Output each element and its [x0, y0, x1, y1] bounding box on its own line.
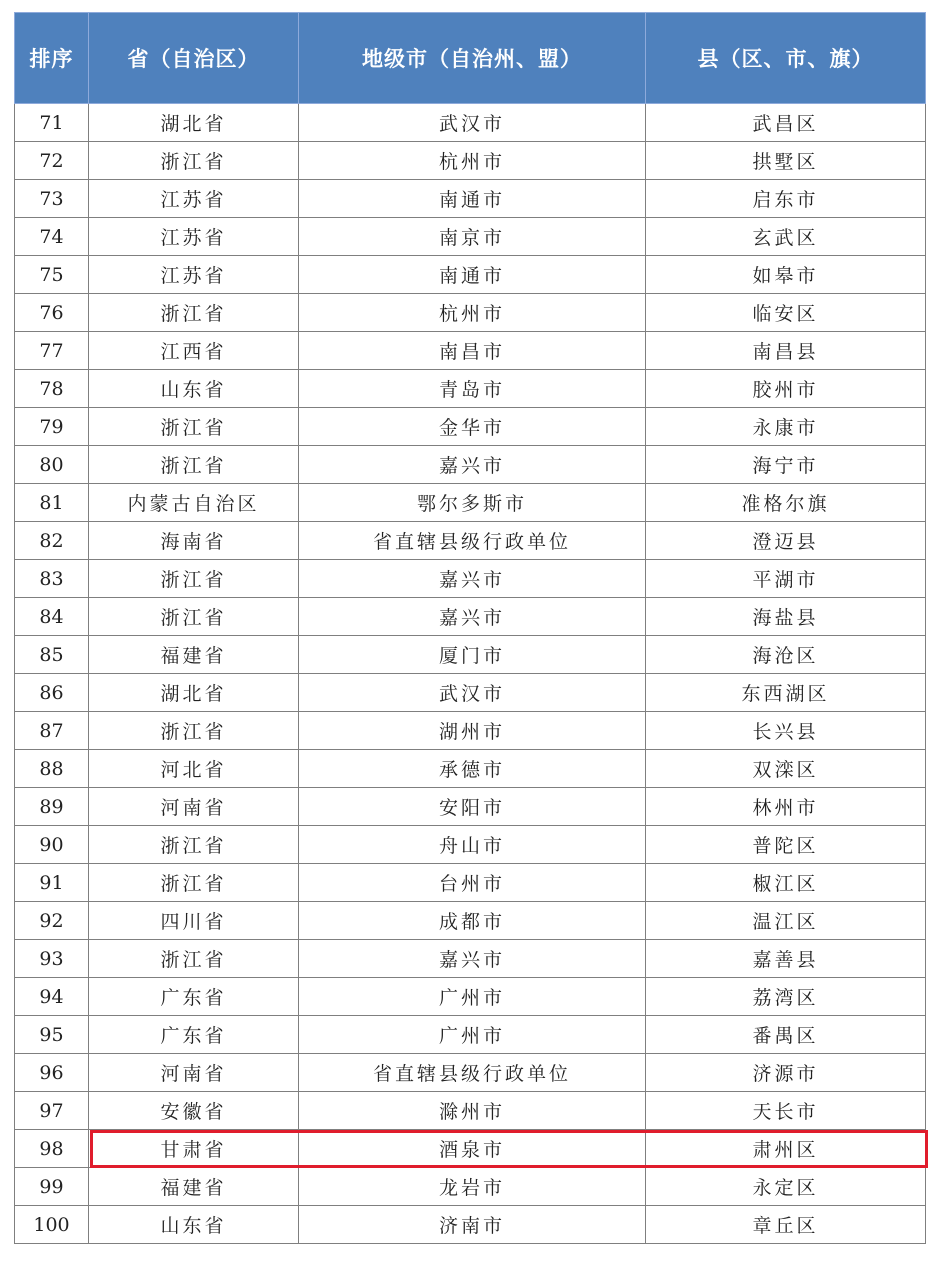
province-cell: 内蒙古自治区 — [89, 484, 299, 522]
city-cell: 酒泉市 — [299, 1130, 646, 1168]
rank-cell: 79 — [15, 408, 89, 446]
header-county: 县（区、市、旗） — [646, 13, 926, 104]
table-row — [15, 104, 926, 142]
province-cell: 浙江省 — [89, 142, 299, 180]
county-cell: 温江区 — [646, 902, 926, 940]
rank-cell: 77 — [15, 332, 89, 370]
rank-cell: 91 — [15, 864, 89, 902]
table-row — [15, 826, 926, 864]
province-cell: 浙江省 — [89, 446, 299, 484]
rank-cell: 89 — [15, 788, 89, 826]
table-row — [15, 446, 926, 484]
city-cell: 嘉兴市 — [299, 560, 646, 598]
province-cell: 安徽省 — [89, 1092, 299, 1130]
table-row — [15, 142, 926, 180]
county-cell: 准格尔旗 — [646, 484, 926, 522]
table-row — [15, 522, 926, 560]
table-row — [15, 598, 926, 636]
county-cell: 林州市 — [646, 788, 926, 826]
province-cell: 江西省 — [89, 332, 299, 370]
province-cell: 浙江省 — [89, 408, 299, 446]
county-cell: 济源市 — [646, 1054, 926, 1092]
table-row — [15, 978, 926, 1016]
rank-cell: 84 — [15, 598, 89, 636]
county-cell: 嘉善县 — [646, 940, 926, 978]
county-cell: 澄迈县 — [646, 522, 926, 560]
header-province: 省（自治区） — [89, 13, 299, 104]
table-row — [15, 1206, 926, 1244]
province-cell: 湖北省 — [89, 674, 299, 712]
rank-cell: 72 — [15, 142, 89, 180]
province-cell: 福建省 — [89, 1168, 299, 1206]
table-row — [15, 750, 926, 788]
county-cell: 长兴县 — [646, 712, 926, 750]
province-cell: 江苏省 — [89, 180, 299, 218]
province-cell: 山东省 — [89, 1206, 299, 1244]
rank-cell: 81 — [15, 484, 89, 522]
city-cell: 广州市 — [299, 978, 646, 1016]
table-row — [15, 1054, 926, 1092]
city-cell: 嘉兴市 — [299, 940, 646, 978]
city-cell: 安阳市 — [299, 788, 646, 826]
city-cell: 南京市 — [299, 218, 646, 256]
table-row — [15, 1130, 926, 1168]
table-row — [15, 712, 926, 750]
city-cell: 台州市 — [299, 864, 646, 902]
rank-cell: 75 — [15, 256, 89, 294]
county-cell: 番禺区 — [646, 1016, 926, 1054]
city-cell: 舟山市 — [299, 826, 646, 864]
rank-cell: 92 — [15, 902, 89, 940]
county-cell: 椒江区 — [646, 864, 926, 902]
province-cell: 广东省 — [89, 978, 299, 1016]
city-cell: 青岛市 — [299, 370, 646, 408]
rank-cell: 97 — [15, 1092, 89, 1130]
county-cell: 荔湾区 — [646, 978, 926, 1016]
table-header — [15, 13, 926, 104]
table-row — [15, 636, 926, 674]
county-cell: 临安区 — [646, 294, 926, 332]
rank-cell: 71 — [15, 104, 89, 142]
header-city: 地级市（自治州、盟） — [299, 13, 646, 104]
table-row — [15, 332, 926, 370]
rank-cell: 80 — [15, 446, 89, 484]
city-cell: 金华市 — [299, 408, 646, 446]
province-cell: 河南省 — [89, 1054, 299, 1092]
city-cell: 省直辖县级行政单位 — [299, 1054, 646, 1092]
county-cell: 章丘区 — [646, 1206, 926, 1244]
province-cell: 浙江省 — [89, 712, 299, 750]
rank-cell: 98 — [15, 1130, 89, 1168]
province-cell: 甘肃省 — [89, 1130, 299, 1168]
city-cell: 南通市 — [299, 256, 646, 294]
county-cell: 东西湖区 — [646, 674, 926, 712]
city-cell: 杭州市 — [299, 142, 646, 180]
city-cell: 广州市 — [299, 1016, 646, 1054]
city-cell: 省直辖县级行政单位 — [299, 522, 646, 560]
rank-cell: 94 — [15, 978, 89, 1016]
table-row — [15, 940, 926, 978]
city-cell: 湖州市 — [299, 712, 646, 750]
rank-cell: 95 — [15, 1016, 89, 1054]
table-row — [15, 1092, 926, 1130]
city-cell: 厦门市 — [299, 636, 646, 674]
province-cell: 海南省 — [89, 522, 299, 560]
rank-cell: 78 — [15, 370, 89, 408]
table-row — [15, 294, 926, 332]
table-row — [15, 674, 926, 712]
city-cell: 鄂尔多斯市 — [299, 484, 646, 522]
rank-cell: 73 — [15, 180, 89, 218]
province-cell: 四川省 — [89, 902, 299, 940]
city-cell: 龙岩市 — [299, 1168, 646, 1206]
province-cell: 浙江省 — [89, 598, 299, 636]
province-cell: 湖北省 — [89, 104, 299, 142]
table-row — [15, 370, 926, 408]
rank-cell: 82 — [15, 522, 89, 560]
city-cell: 武汉市 — [299, 674, 646, 712]
table-row — [15, 408, 926, 446]
province-cell: 江苏省 — [89, 218, 299, 256]
table-row — [15, 864, 926, 902]
table-row — [15, 218, 926, 256]
city-cell: 济南市 — [299, 1206, 646, 1244]
province-cell: 浙江省 — [89, 294, 299, 332]
county-cell: 拱墅区 — [646, 142, 926, 180]
table-body — [15, 104, 926, 1244]
county-cell: 天长市 — [646, 1092, 926, 1130]
province-cell: 河北省 — [89, 750, 299, 788]
city-cell: 南通市 — [299, 180, 646, 218]
county-cell: 平湖市 — [646, 560, 926, 598]
province-cell: 浙江省 — [89, 864, 299, 902]
county-cell: 海宁市 — [646, 446, 926, 484]
city-cell: 武汉市 — [299, 104, 646, 142]
province-cell: 河南省 — [89, 788, 299, 826]
rank-cell: 88 — [15, 750, 89, 788]
county-cell: 玄武区 — [646, 218, 926, 256]
rank-cell: 99 — [15, 1168, 89, 1206]
province-cell: 浙江省 — [89, 560, 299, 598]
rank-cell: 87 — [15, 712, 89, 750]
rank-cell: 90 — [15, 826, 89, 864]
city-cell: 嘉兴市 — [299, 446, 646, 484]
rank-cell: 76 — [15, 294, 89, 332]
city-cell: 承德市 — [299, 750, 646, 788]
county-cell: 武昌区 — [646, 104, 926, 142]
rank-cell: 96 — [15, 1054, 89, 1092]
province-cell: 江苏省 — [89, 256, 299, 294]
table-row — [15, 1168, 926, 1206]
county-cell: 胶州市 — [646, 370, 926, 408]
city-cell: 成都市 — [299, 902, 646, 940]
province-cell: 浙江省 — [89, 826, 299, 864]
table-row — [15, 902, 926, 940]
province-cell: 浙江省 — [89, 940, 299, 978]
county-cell: 启东市 — [646, 180, 926, 218]
rank-cell: 93 — [15, 940, 89, 978]
header-rank: 排序 — [15, 13, 89, 104]
table-row — [15, 484, 926, 522]
county-cell: 普陀区 — [646, 826, 926, 864]
province-cell: 山东省 — [89, 370, 299, 408]
city-cell: 南昌市 — [299, 332, 646, 370]
county-cell: 永康市 — [646, 408, 926, 446]
county-cell: 肃州区 — [646, 1130, 926, 1168]
table-row — [15, 1016, 926, 1054]
county-cell: 海沧区 — [646, 636, 926, 674]
city-cell: 嘉兴市 — [299, 598, 646, 636]
table-row — [15, 560, 926, 598]
rank-cell: 100 — [15, 1206, 89, 1244]
header-row — [15, 13, 926, 104]
county-cell: 双滦区 — [646, 750, 926, 788]
ranking-table — [14, 12, 926, 1244]
county-cell: 南昌县 — [646, 332, 926, 370]
county-cell: 永定区 — [646, 1168, 926, 1206]
table-row — [15, 788, 926, 826]
ranking-table-container — [14, 12, 925, 1244]
rank-cell: 74 — [15, 218, 89, 256]
rank-cell: 86 — [15, 674, 89, 712]
rank-cell: 85 — [15, 636, 89, 674]
county-cell: 如皋市 — [646, 256, 926, 294]
county-cell: 海盐县 — [646, 598, 926, 636]
rank-cell: 83 — [15, 560, 89, 598]
province-cell: 福建省 — [89, 636, 299, 674]
table-row — [15, 180, 926, 218]
province-cell: 广东省 — [89, 1016, 299, 1054]
city-cell: 滁州市 — [299, 1092, 646, 1130]
city-cell: 杭州市 — [299, 294, 646, 332]
table-row — [15, 256, 926, 294]
